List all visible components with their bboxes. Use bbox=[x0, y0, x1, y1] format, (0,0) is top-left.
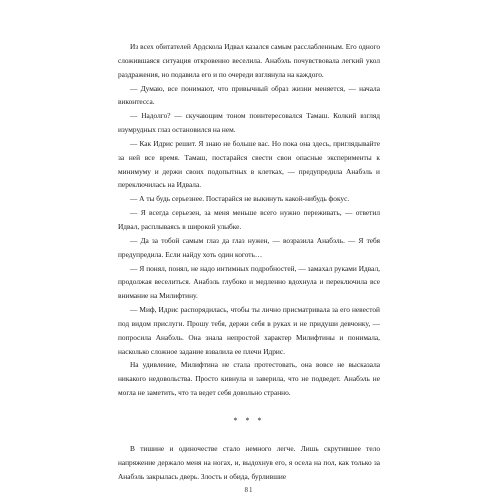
paragraph: — Миф, Идрис распорядилась, чтобы ты лично присматривала за его невестой под видом прислуги. Прошу тебя, держи себя в руках и не придуши девчонку, — попросила Анабэль. Она знала непростой характер Милифтины и понимала, насколько сложное задание взвалила ее плечи Идрис. bbox=[118, 305, 380, 356]
section-separator: * * * bbox=[233, 415, 265, 425]
page-number: 81 bbox=[244, 486, 254, 494]
paragraph: На удивление, Милифтина не стала протестовать, она вовсе не высказала никакого недовольства. Просто кивнула и заверила, что не подведет. Анабэль не могла не заметить, что та ведет себя довольно странно. bbox=[118, 360, 380, 398]
text-block-top bbox=[118, 40, 380, 400]
text-block-bottom bbox=[118, 442, 380, 484]
paragraph: — Я понял, понял, не надо интимных подробностей, — замахал руками Идвал, продолжая веселиться. Анабэль глубоко и медленно вдохнула и переключила все внимание на Милифтину. bbox=[118, 263, 380, 301]
paragraph: В тишине и одиночестве стало немного легче. Лишь скрутившее тело напряжение держало меня на ногах, и, выдохнув его, я осела на пол, как только за Анабэль закрылась дверь. Злость и обида, бурлившие bbox=[118, 443, 380, 481]
book-page bbox=[118, 40, 380, 492]
paragraph: — Надолго? — скучающим тоном поинтересовался Тамаш. Колкий взгляд изумрудных глаз остановился на нем. bbox=[118, 111, 380, 135]
paragraph: — Да за тобой самым глаз да глаз нужен, — возразила Анабэль. — Я тебя предупредила. Если найду хоть один коготь… bbox=[118, 235, 380, 259]
paragraph: Из всех обитателей Ардскола Идвал казался самым расслабленным. Его одного сложившаяся ситуация откровенно веселила. Анабэль почувствовала легкий укол раздражения, но подавила его и по очереди взглянула на каждого. bbox=[118, 42, 380, 79]
paragraph: — Как Идрис решит. Я знаю не больше вас. Но пока она здесь, приглядывайте за ней все время. Тамаш, постарайся свести свои опасные эксперименты к минимуму и держи своих подопытных в клетках, — предупредила Анабэль и переключилась на Идвала. bbox=[118, 138, 380, 190]
paragraph: — А ты будь серьезнее. Постарайся не выкинуть какой-нибудь фокус. bbox=[130, 194, 350, 204]
paragraph: — Я всегда серьезен, за меня меньше всего нужно переживать, — ответил Идвал, расплываясь в широкой улыбке. bbox=[118, 208, 380, 231]
paragraph: — Думаю, все понимают, что привычный образ жизни меняется, — начала виконтесса. bbox=[118, 83, 380, 107]
